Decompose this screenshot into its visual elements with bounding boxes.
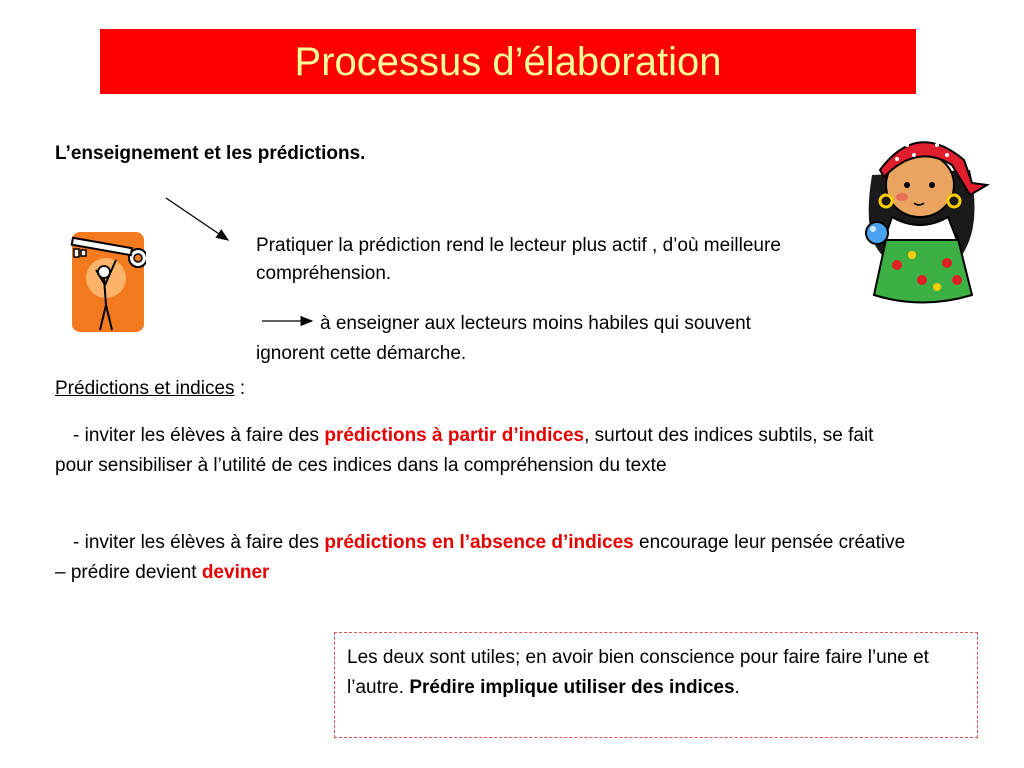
fortune-teller-icon <box>852 115 992 310</box>
diagonal-arrow-icon <box>166 198 228 240</box>
bullet2-emphasis: prédictions en l’absence d’indices <box>324 532 634 553</box>
bullet1-suffix: , surtout des indices subtils, se fait pour sensibiliser à l’utilité de ces indices dans la compréhension du texte <box>55 425 874 476</box>
bullet-absence-indices <box>55 528 915 588</box>
note-text: Les deux sont utiles; en avoir bien conscience pour faire faire l’une et l’autre. <box>347 647 929 698</box>
teaching-paragraph: à enseigner aux lecteurs moins habiles qui souvent ignorent cette démarche. <box>256 313 751 364</box>
bullet2-emphasis2: deviner <box>201 562 270 583</box>
key-person-icon <box>66 230 146 335</box>
slide-subtitle: L’enseignement et les prédictions. <box>55 143 366 164</box>
slide-title: Processus d’élaboration <box>294 39 722 84</box>
bullet2-middle: encourage leur pensée créative – prédire devient <box>55 532 906 583</box>
bullet1-prefix: - inviter les élèves à faire des <box>73 425 325 446</box>
note-end: . <box>734 677 740 698</box>
section-heading-colon: : <box>234 378 246 399</box>
bullet-indices <box>55 421 915 481</box>
summary-note-box <box>334 632 978 738</box>
prediction-paragraph: Pratiquer la prédiction rend le lecteur plus actif , d’où meilleure compréhension. <box>256 235 781 284</box>
section-heading <box>55 374 245 404</box>
bullet1-emphasis: prédictions à partir d’indices <box>324 425 585 446</box>
section-heading-text: Prédictions et indices <box>55 378 235 399</box>
note-bold: Prédire implique utiliser des indices <box>409 677 735 698</box>
bullet2-prefix: - inviter les élèves à faire des <box>73 532 325 553</box>
